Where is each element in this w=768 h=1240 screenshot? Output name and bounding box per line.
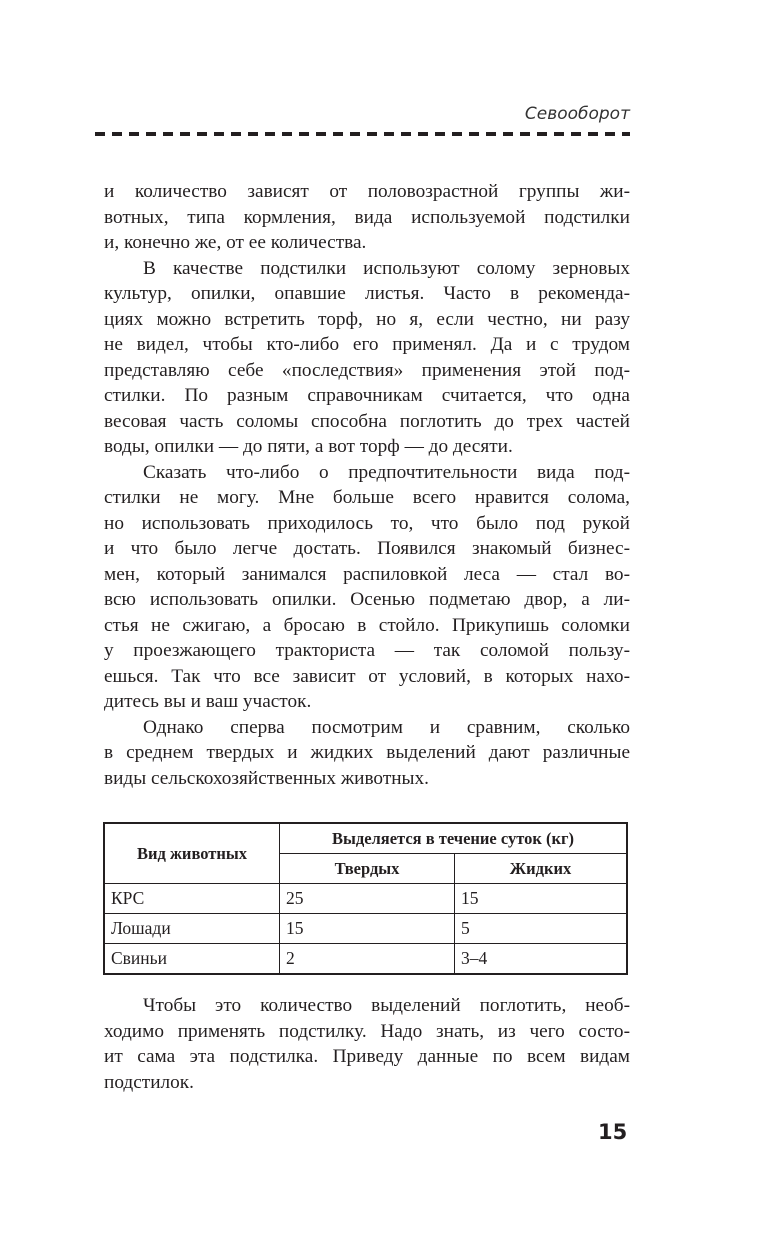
text-line: подстилок.: [104, 1071, 194, 1093]
text-line: представляю себе «последствия» применения этой под-: [104, 359, 630, 381]
table-cell: 5: [455, 914, 628, 944]
text-line: воды, опилки — до пяти, а вот торф — до десяти.: [104, 436, 513, 457]
header-group: Выделяется в течение суток (кг): [280, 823, 628, 854]
table-cell: Свиньи: [104, 944, 280, 975]
text-line: стья не сжигаю, а бросаю в стойло. Прикупишь соломки: [104, 614, 630, 636]
text-line: культур, опилки, опавшие листья. Часто в рекоменда-: [104, 283, 630, 304]
excretion-table: [103, 822, 628, 975]
text-line: Сказать что-либо о предпочтительности вида под-: [143, 461, 630, 483]
text-line: не видел, чтобы кто-либо его применял. Да и с трудом: [104, 334, 630, 355]
page-number: 15: [598, 1120, 628, 1144]
table-row: [104, 944, 627, 975]
text-line: в среднем твердых и жидких выделений дают различные: [104, 742, 630, 763]
table-cell: 15: [280, 914, 455, 944]
header-animal: Вид животных: [104, 823, 280, 884]
text-line: и что было легче достать. Появился знакомый бизнес-: [104, 538, 630, 559]
table-cell: 3–4: [455, 944, 628, 975]
text-line: весовая часть соломы способна поглотить до трех частей: [104, 410, 630, 432]
text-line: стилки. По разным справочникам считается, что одна: [104, 385, 630, 406]
text-line: дитесь вы и ваш участок.: [104, 691, 312, 712]
text-line: стилки не могу. Мне больше всего нравится солома,: [104, 487, 630, 508]
text-line: ходимо применять подстилку. Надо знать, из чего состо-: [104, 1020, 630, 1042]
header-solid: Твердых: [280, 854, 455, 884]
table-cell: 2: [280, 944, 455, 975]
text-line: ешься. Так что все зависит от условий, в которых нахо-: [104, 665, 630, 687]
text-line: Однако сперва посмотрим и сравним, сколько: [143, 716, 630, 738]
text-line: и количество зависят от половозрастной группы жи-: [104, 181, 630, 202]
body-text-bottom: [104, 993, 630, 1095]
table-cell: КРС: [104, 884, 280, 914]
body-text-top: [104, 179, 630, 791]
text-line: Чтобы это количество выделений поглотить, необ-: [143, 995, 630, 1016]
header-dashed-divider: [95, 132, 630, 136]
table-cell: 25: [280, 884, 455, 914]
table-cell: Лошади: [104, 914, 280, 944]
text-line: ит сама эта подстилка. Приведу данные по всем видам: [104, 1046, 630, 1067]
text-line: циях можно встретить торф, но я, если честно, ни разу: [104, 308, 630, 330]
text-line: мен, который занимался распиловкой леса — стал во-: [104, 563, 630, 585]
text-line: виды сельскохозяйственных животных.: [104, 767, 429, 789]
text-line: всю использовать опилки. Осенью подметаю двор, а ли-: [104, 589, 630, 610]
table-row: [104, 914, 627, 944]
running-head: Севооборот: [524, 104, 630, 124]
text-line: и, конечно же, от ее количества.: [104, 232, 367, 253]
text-line: В качестве подстилки используют солому зерновых: [143, 257, 630, 279]
text-line: но использовать приходилось то, что было под рукой: [104, 512, 630, 534]
header-liquid: Жидких: [455, 854, 628, 884]
text-line: вотных, типа кормления, вида используемой подстилки: [104, 206, 630, 228]
table-row: [104, 884, 627, 914]
text-line: у проезжающего тракториста — так соломой пользу-: [104, 640, 630, 661]
table-cell: 15: [455, 884, 628, 914]
